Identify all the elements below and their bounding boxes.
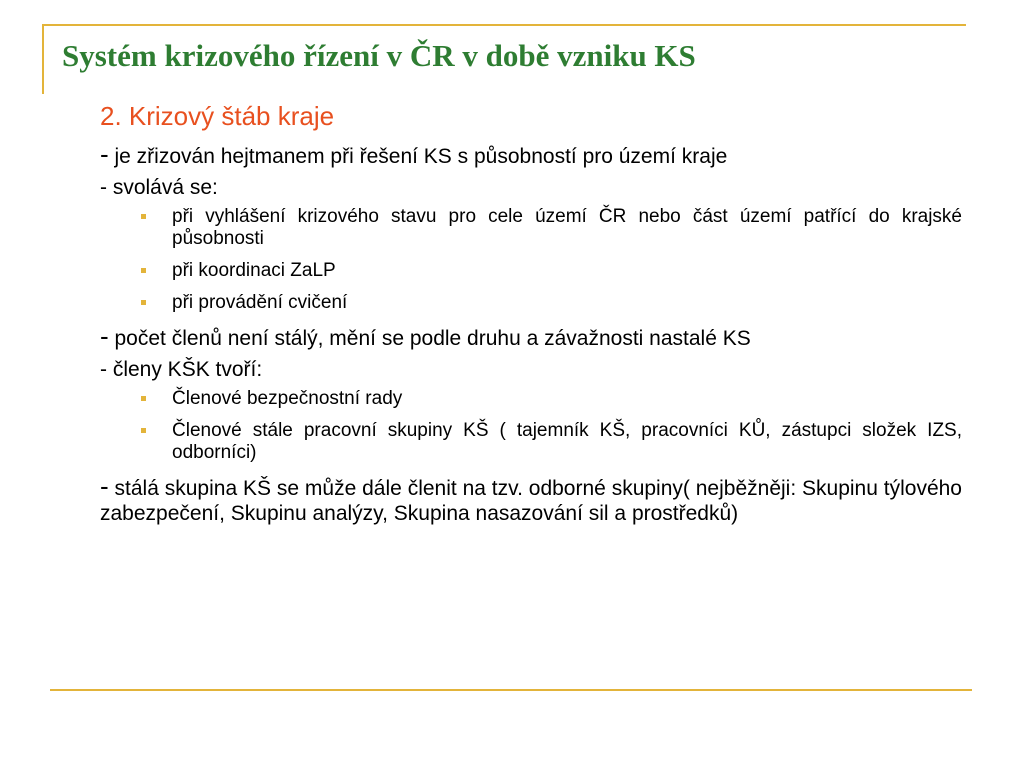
slide-title: Systém krizového řízení v ČR v době vzniku KS <box>62 38 696 73</box>
paragraph-text: stálá skupina KŠ se může dále členit na tzv. odborné skupiny( nejběžněji: Skupinu týlového zabezpečení, Skupinu analýzy, Skupina nasazování sil a prostředků) <box>100 477 962 525</box>
list-item <box>100 388 962 410</box>
slide-subtitle: 2. Krizový štáb kraje <box>100 101 335 131</box>
list-item <box>100 420 962 464</box>
bullet-square-icon <box>141 396 146 401</box>
dash-marker: - <box>100 321 109 351</box>
list-item-text: při koordinaci ZaLP <box>172 260 336 281</box>
paragraph-established <box>100 139 962 169</box>
convening-bullet-list <box>100 206 962 314</box>
members-bullet-list <box>100 388 962 464</box>
paragraph-text: je zřizován hejtmanem při řešení KS s působností pro území kraje <box>108 145 728 168</box>
slide-content <box>100 100 962 532</box>
paragraph-text: počet členů není stálý, mění se podle druhu a závažnosti nastalé KS <box>108 327 751 350</box>
bullet-square-icon <box>141 268 146 273</box>
list-item <box>100 292 962 314</box>
list-item-text: Členové stále pracovní skupiny KŠ ( tajemník KŠ, pracovníci KŮ, zástupci složek IZS, odborníci) <box>172 420 962 463</box>
bullet-square-icon <box>141 300 146 305</box>
paragraph-expert-groups <box>100 471 962 526</box>
left-divider-line <box>42 24 44 94</box>
bullet-square-icon <box>141 214 146 219</box>
bullet-square-icon <box>141 428 146 433</box>
dash-marker: - <box>100 139 109 169</box>
paragraph-convened: - svolává se: <box>100 176 218 199</box>
list-item-text: při vyhlášení krizového stavu pro cele území ČR nebo část území patřící do krajské působnosti <box>172 206 962 249</box>
list-item-text: Členové bezpečnostní rady <box>172 388 403 409</box>
top-divider-line <box>42 24 966 26</box>
bottom-divider-line <box>50 689 972 691</box>
list-item <box>100 206 962 250</box>
paragraph-member-count <box>100 321 962 351</box>
list-item <box>100 260 962 282</box>
list-item-text: při provádění cvičení <box>172 292 348 313</box>
paragraph-members: - členy KŠK tvoří: <box>100 358 263 381</box>
dash-marker: - <box>100 471 109 501</box>
